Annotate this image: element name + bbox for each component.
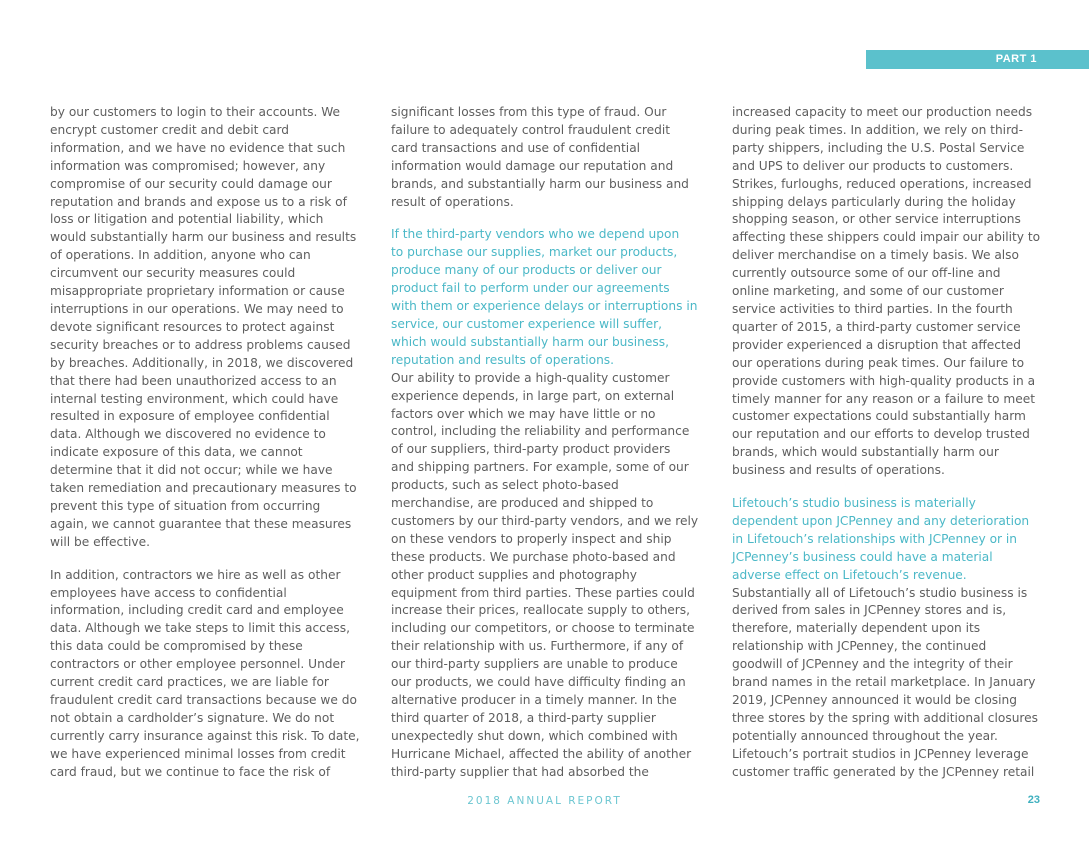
text-line: unexpectedly shut down, which combined with: [391, 728, 678, 743]
text-line: determine that it did not occur; while we have: [50, 463, 333, 478]
part-label: PART 1: [995, 53, 1037, 65]
text-line: goodwill of JCPenney and the integrity of their: [732, 657, 1013, 672]
text-line: relationship with JCPenney, the continued: [732, 639, 987, 654]
text-line: including our competitors, or choose to terminate: [391, 621, 695, 636]
page-number: 23: [1027, 794, 1040, 806]
text-line: adverse effect on Lifetouch’s revenue.: [732, 567, 967, 582]
text-line: derived from sales in JCPenney stores and is,: [732, 603, 1007, 618]
text-line: provider experienced a disruption that affected: [732, 337, 1022, 352]
text-line: service activities to third parties. In the fourth: [732, 301, 1013, 316]
text-line: Strikes, furloughs, reduced operations, increased: [732, 176, 1032, 191]
text-line: internal testing environment, which could have: [50, 391, 339, 406]
text-line: information would damage our reputation and: [391, 158, 674, 173]
text-line: not obtain a cardholder’s signature. We do not: [50, 710, 335, 725]
text-line: data. Although we discovered no evidence to: [50, 427, 326, 442]
text-line: deliver merchandise on a timely basis. We also: [732, 248, 1019, 263]
text-line: brands, and substantially harm our business and: [391, 176, 689, 191]
text-line: during peak times. In addition, we rely on third-: [732, 122, 1023, 137]
text-line: Substantially all of Lifetouch’s studio business is: [732, 585, 1028, 600]
text-line: Lifetouch’s portrait studios in JCPenney leverage: [732, 746, 1029, 761]
text-line: customer traffic generated by the JCPenney retail: [732, 764, 1035, 779]
text-line: contractors or other employee personnel. Under: [50, 657, 346, 672]
text-line: currently outsource some of our off-line and: [732, 266, 1001, 281]
text-line: data. Although we take steps to limit this access,: [50, 621, 350, 636]
text-line: and shipping partners. For example, some of our: [391, 460, 689, 475]
text-line: business and results of operations.: [732, 463, 945, 478]
text-line: indicate exposure of this data, we cannot: [50, 445, 303, 460]
text-line: potentially announced throughout the year.: [732, 728, 998, 743]
text-line: will be effective.: [50, 534, 150, 549]
text-line: to purchase our supplies, market our products,: [391, 245, 678, 260]
text-line: Hurricane Michael, affected the ability of another: [391, 746, 692, 761]
text-line: security breaches or to address problems caused: [50, 337, 351, 352]
text-line: resulted in exposure of employee confidential: [50, 409, 330, 424]
text-line: online marketing, and some of our customer: [732, 284, 1004, 299]
text-line: If the third-party vendors who we depend upon: [391, 227, 680, 242]
text-line: compromise of our security could damage our: [50, 176, 332, 191]
risk-heading-jcpenney: [732, 495, 1042, 585]
part-label-tab: [866, 50, 1089, 69]
text-line: in Lifetouch’s relationships with JCPenney or in: [732, 531, 1018, 546]
text-line: provide customers with high-quality products in a: [732, 373, 1036, 388]
text-line: therefore, materially dependent upon its: [732, 621, 981, 636]
text-line: information, and we have no evidence that such: [50, 140, 346, 155]
text-line: alternative producer in a timely manner. In the: [391, 693, 677, 707]
text-line: we have experienced minimal losses from credit: [50, 746, 346, 761]
text-line: control, including the reliability and performance: [391, 424, 690, 439]
text-line: failure to adequately control fraudulent credit: [391, 122, 671, 137]
text-line: loss or litigation and potential liability, which: [50, 212, 324, 227]
text-line: our third-party suppliers are unable to produce: [391, 657, 678, 672]
text-line: equipment from third parties. These parties could: [391, 585, 695, 600]
text-line: card fraud, but we continue to face the risk of: [50, 764, 331, 779]
column-2: [391, 104, 706, 782]
text-line: devote significant resources to protect against: [50, 319, 335, 334]
column-1: [50, 104, 360, 782]
text-line: again, we cannot guarantee that these measures: [50, 516, 352, 531]
paragraph-security: [50, 104, 360, 552]
text-line: that there had been unauthorized access to an: [50, 373, 337, 388]
text-line: card transactions and use of confidential: [391, 140, 641, 155]
text-line: shipping delays particularly during the holiday: [732, 194, 1016, 209]
text-line: by breaches. Additionally, in 2018, we discovered: [50, 355, 354, 370]
text-line: result of operations.: [391, 194, 514, 209]
text-line: third quarter of 2018, a third-party supplier: [391, 710, 656, 725]
text-line: our products, we could have difficulty finding an: [391, 675, 686, 690]
text-line: brand names in the retail marketplace. In January: [732, 675, 1036, 690]
text-line: shopping season, or other service interruptions: [732, 212, 1021, 227]
text-line: their relationship with us. Furthermore, if any of: [391, 639, 684, 654]
text-line: dependent upon JCPenney and any deterioration: [732, 513, 1030, 528]
text-line: customers by our third-party vendors, and we rely: [391, 513, 699, 528]
text-line: produce many of our products or deliver our: [391, 263, 662, 278]
text-line: information was compromised; however, any: [50, 158, 326, 173]
text-line: products, such as select photo-based: [391, 478, 619, 493]
text-line: current credit card practices, we are liable for: [50, 675, 329, 690]
text-line: increased capacity to meet our production needs: [732, 105, 1033, 119]
text-line: significant losses from this type of fraud. Our: [391, 105, 667, 119]
paragraph-fraud-losses: [391, 104, 706, 211]
text-line: reputation and results of operations.: [391, 352, 615, 367]
text-line: In addition, contractors we hire as well as other: [50, 567, 341, 582]
text-line: of operations. In addition, anyone who can: [50, 248, 311, 263]
text-line: these products. We purchase photo-based and: [391, 549, 676, 564]
text-line: taken remediation and precautionary measures to: [50, 481, 357, 496]
text-line: our reputation and our efforts to develop trusted: [732, 427, 1030, 442]
risk-heading-third-party-vendors: [391, 226, 706, 369]
text-line: 2019, JCPenney announced it would be closing: [732, 693, 1017, 707]
text-line: prevent this type of situation from occurring: [50, 498, 321, 513]
footer-report-title: 2018 ANNUAL REPORT: [467, 795, 622, 807]
text-line: employees have access to confidential: [50, 585, 287, 600]
text-line: currently carry insurance against this risk. To date,: [50, 728, 360, 743]
text-line: of our suppliers, third-party product providers: [391, 442, 671, 457]
text-line: Our ability to provide a high-quality customer: [391, 370, 670, 385]
text-line: party shippers, including the U.S. Postal Service: [732, 140, 1025, 155]
text-line: third-party supplier that had absorbed the: [391, 764, 649, 779]
text-line: would substantially harm our business and results: [50, 230, 357, 245]
paragraph-jcpenney: [732, 585, 1042, 782]
text-line: affecting these shippers could impair our ability to: [732, 230, 1041, 245]
text-line: information, including credit card and employee: [50, 603, 344, 618]
text-line: with them or experience delays or interruptions in: [391, 299, 698, 314]
text-line: fraudulent credit card transactions because we do: [50, 693, 357, 707]
text-line: Lifetouch’s studio business is materially: [732, 496, 976, 511]
text-line: timely manner for any reason or a failure to meet: [732, 391, 1036, 406]
column-3: [732, 104, 1042, 782]
text-line: three stores by the spring with additional closures: [732, 710, 1039, 725]
text-line: reputation and brands and expose us to a risk of: [50, 194, 347, 209]
text-line: and UPS to deliver our products to customers.: [732, 158, 1014, 173]
text-line: circumvent our security measures could: [50, 266, 296, 281]
text-line: our operations during peak times. Our failure to: [732, 355, 1025, 370]
text-line: this data could be compromised by these: [50, 639, 303, 654]
paragraph-shippers: [732, 104, 1042, 480]
text-line: JCPenney’s business could have a material: [732, 549, 993, 564]
text-line: product fail to perform under our agreements: [391, 281, 670, 296]
text-line: other product supplies and photography: [391, 567, 637, 582]
text-line: encrypt customer credit and debit card: [50, 122, 290, 137]
text-line: quarter of 2015, a third-party customer service: [732, 319, 1021, 334]
text-line: experience depends, in large part, on external: [391, 388, 675, 403]
text-line: interruptions in our operations. We may need to: [50, 301, 344, 316]
paragraph-contractors: [50, 567, 360, 782]
text-line: factors over which we may have little or no: [391, 406, 656, 421]
text-line: brands, which would substantially harm our: [732, 445, 999, 460]
text-line: misappropriate proprietary information or cause: [50, 284, 345, 299]
paragraph-customer-experience: [391, 370, 706, 782]
text-line: which would substantially harm our business,: [391, 334, 669, 349]
text-line: service, our customer experience will suffer,: [391, 316, 663, 331]
text-line: on these vendors to properly inspect and ship: [391, 531, 672, 546]
text-line: customer expectations could substantially harm: [732, 409, 1026, 424]
text-line: merchandise, are produced and shipped to: [391, 496, 654, 511]
text-line: increase their prices, reallocate supply to others,: [391, 603, 691, 618]
text-line: by our customers to login to their accounts. We: [50, 105, 341, 119]
